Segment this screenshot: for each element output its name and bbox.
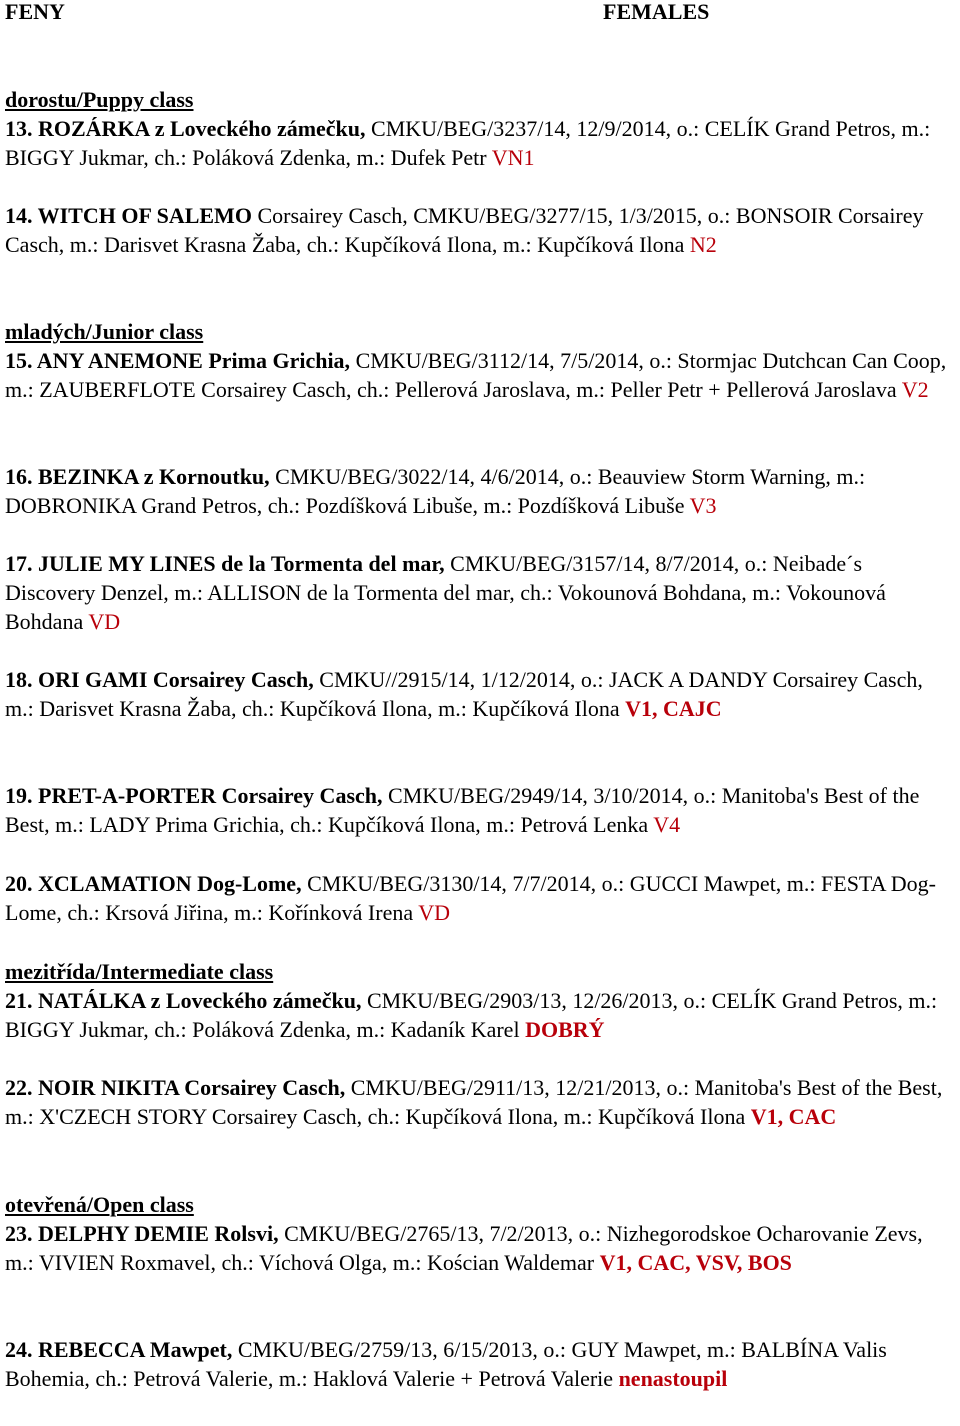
entry-result: V1, CAJC — [625, 696, 722, 721]
class-title: dorostu/Puppy class — [5, 87, 194, 112]
class-title: otevřená/Open class — [5, 1192, 194, 1217]
entry-details: CMKU/BEG/2903/13, 12/26/2013, o.: CELÍK Grand Petros, m.: BIGGY Jukmar, ch.: Poláková Zdenka, m.: Kadaník Karel — [5, 988, 938, 1042]
entry-16 — [5, 462, 950, 520]
entry-result: V1, CAC — [750, 1104, 837, 1129]
entry-15 — [5, 346, 950, 404]
entry-details: CMKU/BEG/2759/13, 6/15/2013, o.: GUY Mawpet, m.: BALBÍNA Valis Bohemia, ch.: Petrová Valerie, m.: Haklová Valerie + Petrová Valerie — [5, 1337, 887, 1391]
entry-details: CMKU/BEG/3022/14, 4/6/2014, o.: Beauview Storm Warning, m.: DOBRONIKA Grand Petros, ch.: Pozdíšková Libuše, m.: Pozdíšková Libuše — [5, 464, 866, 518]
entry-details: CMKU/BEG/3237/14, 12/9/2014, o.: CELÍK Grand Petros, m.: BIGGY Jukmar, ch.: Poláková Zdenka, m.: Dufek Petr — [5, 116, 931, 170]
entry-details: CMKU/BEG/2765/13, 7/2/2013, o.: Nizhegorodskoe Ocharovanie Zevs, m.: VIVIEN Roxmavel, ch.: Víchová Olga, m.: Kościan Waldemar — [5, 1221, 923, 1275]
dog-name: DELPHY DEMIE Rolsvi, — [38, 1221, 279, 1246]
header-right: FEMALES — [603, 0, 710, 24]
dog-name: ROZÁRKA z Loveckého zámečku, — [38, 116, 366, 141]
entry-result: V4 — [653, 812, 681, 837]
entry-result: nenastoupil — [618, 1366, 728, 1391]
class-section-open — [5, 1190, 950, 1277]
entry-result: V1, CAC, VSV, BOS — [599, 1250, 792, 1275]
entry-18 — [5, 665, 950, 723]
class-title: mezitřída/Intermediate class — [5, 959, 274, 984]
entry-result: VD — [88, 609, 121, 634]
dog-name: JULIE MY LINES de la Tormenta del mar, — [38, 551, 445, 576]
entry-details: Corsairey Casch, CMKU/BEG/3277/15, 1/3/2015, o.: BONSOIR Corsairey Casch, m.: Darisvet Krasna Žaba, ch.: Kupčíková Ilona, m.: Kupčíková Ilona — [5, 203, 924, 257]
entry-block-19 — [5, 781, 950, 839]
dog-name: BEZINKA z Kornoutku, — [38, 464, 270, 489]
class-section-puppy — [5, 85, 950, 172]
entry-result: VD — [418, 900, 450, 925]
entry-result: VN1 — [491, 145, 535, 170]
entry-block-24 — [5, 1335, 950, 1393]
entry-number: 13. — [5, 116, 33, 141]
entry-number: 16. — [5, 464, 33, 489]
entry-number: 15. — [5, 348, 33, 373]
class-section-puppy-cont — [5, 201, 950, 259]
entry-20 — [5, 869, 950, 927]
entry-number: 19. — [5, 783, 33, 808]
dog-name: PRET-A-PORTER Corsairey Casch, — [38, 783, 383, 808]
dog-name: ANY ANEMONE Prima Grichia, — [36, 348, 351, 373]
entry-block-20 — [5, 869, 950, 927]
entry-number: 24. — [5, 1337, 33, 1362]
entry-number: 14. — [5, 203, 33, 228]
header-left: FENY — [5, 0, 65, 24]
entry-block-22 — [5, 1073, 950, 1131]
class-section-intermediate — [5, 957, 950, 1044]
entry-19 — [5, 781, 950, 839]
entry-block-16 — [5, 462, 950, 520]
entry-23 — [5, 1219, 950, 1277]
entry-details: CMKU/BEG/3112/14, 7/5/2014, o.: Stormjac Dutchcan Can Coop, m.: ZAUBERFLOTE Corsairey Casch, ch.: Pellerová Jaroslava, m.: Peller Petr + Pellerová Jaroslava — [5, 348, 947, 402]
entry-13 — [5, 114, 950, 172]
entry-result: N2 — [689, 232, 717, 257]
entry-details: CMKU/BEG/3130/14, 7/7/2014, o.: GUCCI Mawpet, m.: FESTA Dog-Lome, ch.: Krsová Jiřina, m.: Kořínková Irena — [5, 871, 937, 925]
dog-name: WITCH OF SALEMO — [37, 203, 252, 228]
class-title: mladých/Junior class — [5, 319, 204, 344]
dog-name: XCLAMATION Dog-Lome, — [38, 871, 302, 896]
entry-21 — [5, 986, 950, 1044]
class-section-junior — [5, 317, 950, 404]
dog-name: NATÁLKA z Loveckého zámečku, — [38, 988, 362, 1013]
entry-number: 18. — [5, 667, 33, 692]
entry-number: 21. — [5, 988, 33, 1013]
entry-details: CMKU/BEG/3157/14, 8/7/2014, o.: Neibade´s Discovery Denzel, m.: ALLISON de la Tormenta del mar, ch.: Vokounová Bohdana, m.: Vokounová Bohdana — [5, 551, 886, 634]
entry-result: V2 — [901, 377, 929, 402]
entry-result: DOBRÝ — [525, 1017, 605, 1042]
entry-number: 22. — [5, 1075, 33, 1100]
entry-17 — [5, 549, 950, 636]
dog-name: ORI GAMI Corsairey Casch, — [38, 667, 314, 692]
entry-22 — [5, 1073, 950, 1131]
entry-number: 20. — [5, 871, 33, 896]
entry-block-17 — [5, 549, 950, 636]
entry-number: 17. — [5, 551, 33, 576]
dog-name: NOIR NIKITA Corsairey Casch, — [38, 1075, 346, 1100]
entry-number: 23. — [5, 1221, 33, 1246]
dog-name: REBECCA Mawpet, — [38, 1337, 233, 1362]
entry-block-18 — [5, 665, 950, 723]
entry-details: CMKU/BEG/2949/14, 3/10/2014, o.: Manitoba's Best of the Best, m.: LADY Prima Grichia, ch.: Kupčíková Ilona, m.: Petrová Lenka — [5, 783, 920, 837]
entry-result: V3 — [689, 493, 717, 518]
entry-24 — [5, 1335, 950, 1393]
entry-details: CMKU//2915/14, 1/12/2014, o.: JACK A DANDY Corsairey Casch, m.: Darisvet Krasna Žaba, ch.: Kupčíková Ilona, m.: Kupčíková Ilona — [5, 667, 923, 721]
entry-details: CMKU/BEG/2911/13, 12/21/2013, o.: Manitoba's Best of the Best, m.: X'CZECH STORY Corsairey Casch, ch.: Kupčíková Ilona, m.: Kupčíková Ilona — [5, 1075, 943, 1129]
entry-14 — [5, 201, 950, 259]
